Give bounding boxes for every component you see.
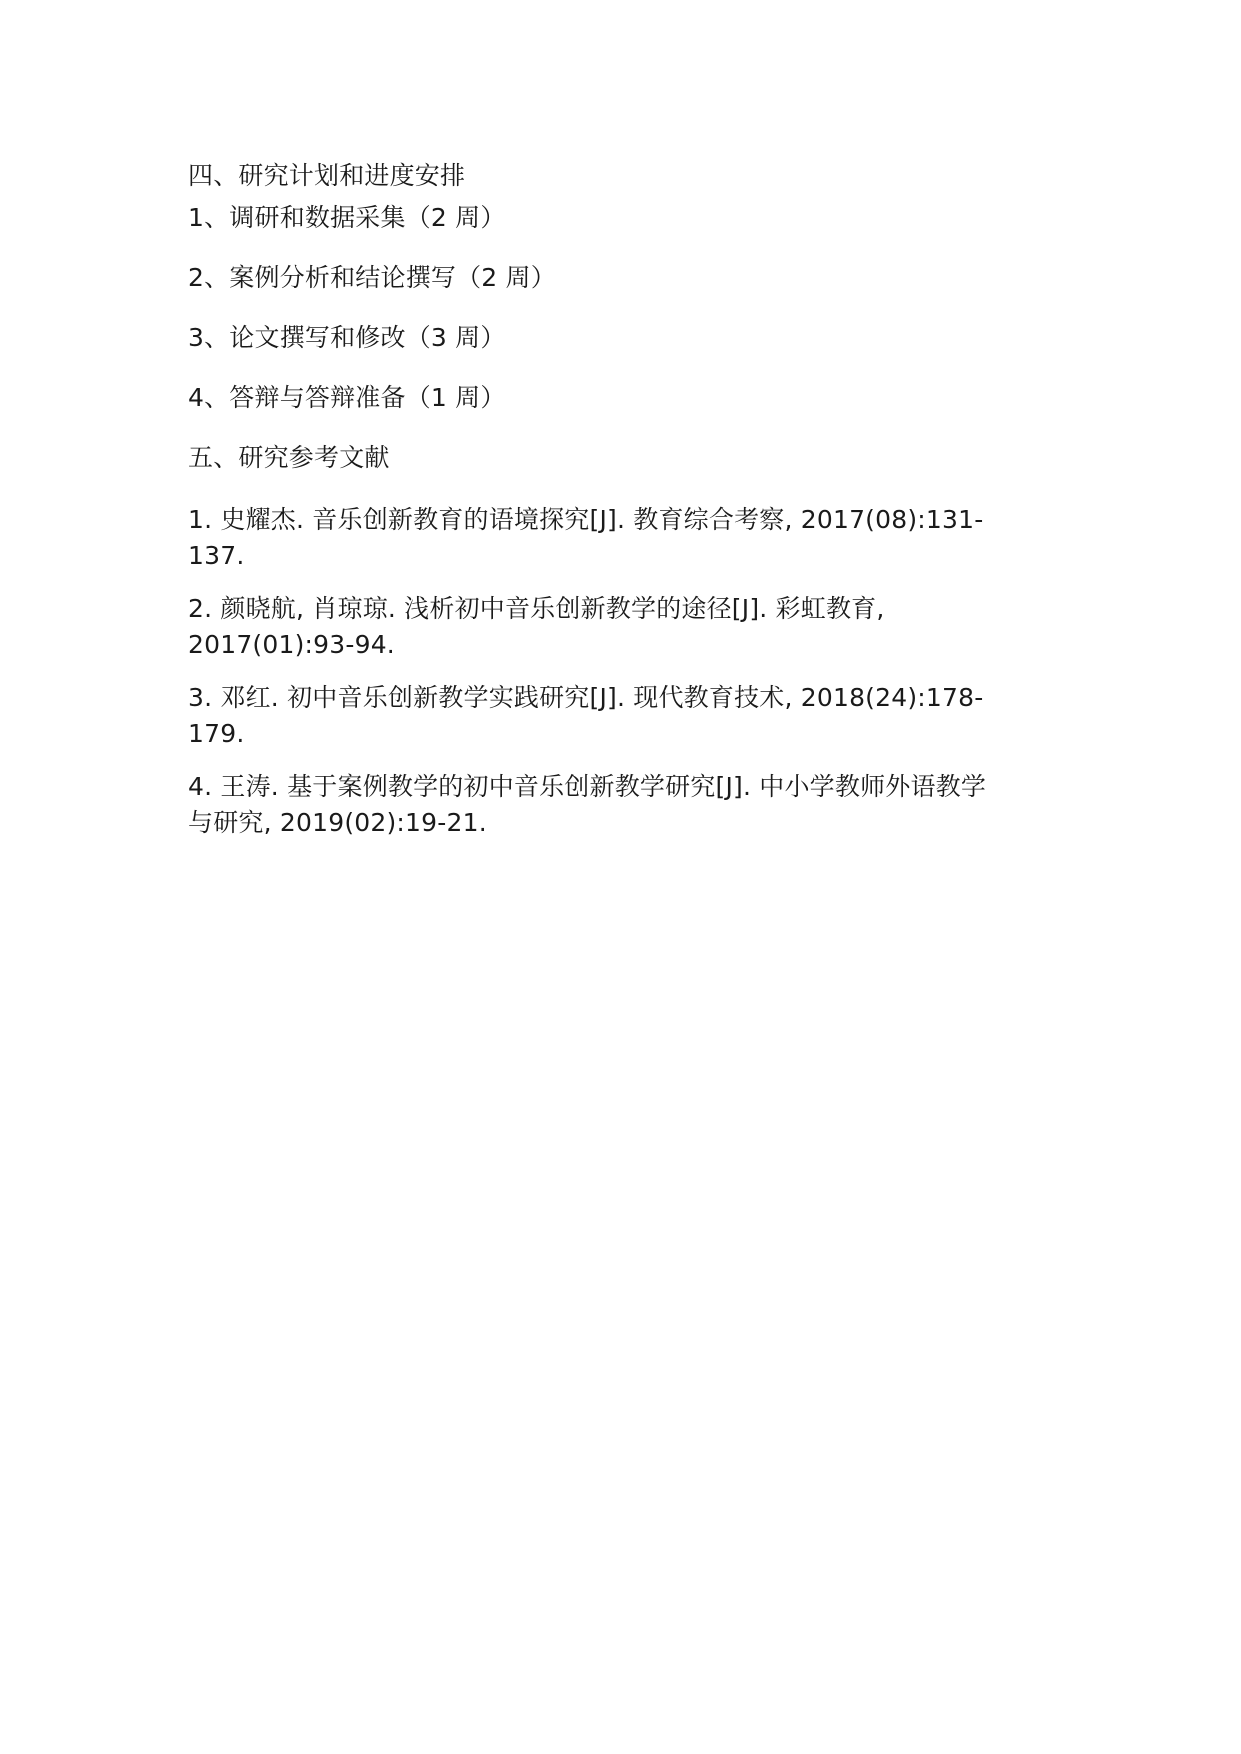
reference-item-2 bbox=[188, 591, 1058, 663]
reference-line: 4. 王涛. 基于案例教学的初中音乐创新教学研究[J]. 中小学教师外语教学 bbox=[188, 772, 987, 801]
section-heading-references: 五、研究参考文献 bbox=[188, 443, 390, 472]
plan-item-2: 2、案例分析和结论撰写（2 周） bbox=[188, 263, 556, 292]
plan-item-3: 3、论文撰写和修改（3 周） bbox=[188, 323, 506, 352]
document-page bbox=[188, 0, 1058, 1754]
reference-line: 2017(01):93-94. bbox=[188, 630, 395, 659]
section-heading-research-plan: 四、研究计划和进度安排 bbox=[188, 161, 466, 190]
reference-item-3 bbox=[188, 680, 1058, 752]
reference-line: 137. bbox=[188, 541, 245, 570]
reference-line: 2. 颜晓航, 肖琼琼. 浅析初中音乐创新教学的途径[J]. 彩虹教育, bbox=[188, 594, 885, 623]
reference-line: 与研究, 2019(02):19-21. bbox=[188, 808, 487, 837]
reference-line: 179. bbox=[188, 719, 245, 748]
reference-line: 1. 史耀杰. 音乐创新教育的语境探究[J]. 教育综合考察, 2017(08):131- bbox=[188, 505, 984, 534]
reference-item-4 bbox=[188, 769, 1058, 841]
reference-item-1 bbox=[188, 502, 1058, 574]
plan-item-4: 4、答辩与答辩准备（1 周） bbox=[188, 383, 506, 412]
reference-line: 3. 邓红. 初中音乐创新教学实践研究[J]. 现代教育技术, 2018(24):178- bbox=[188, 683, 984, 712]
plan-item-1: 1、调研和数据采集（2 周） bbox=[188, 203, 506, 232]
